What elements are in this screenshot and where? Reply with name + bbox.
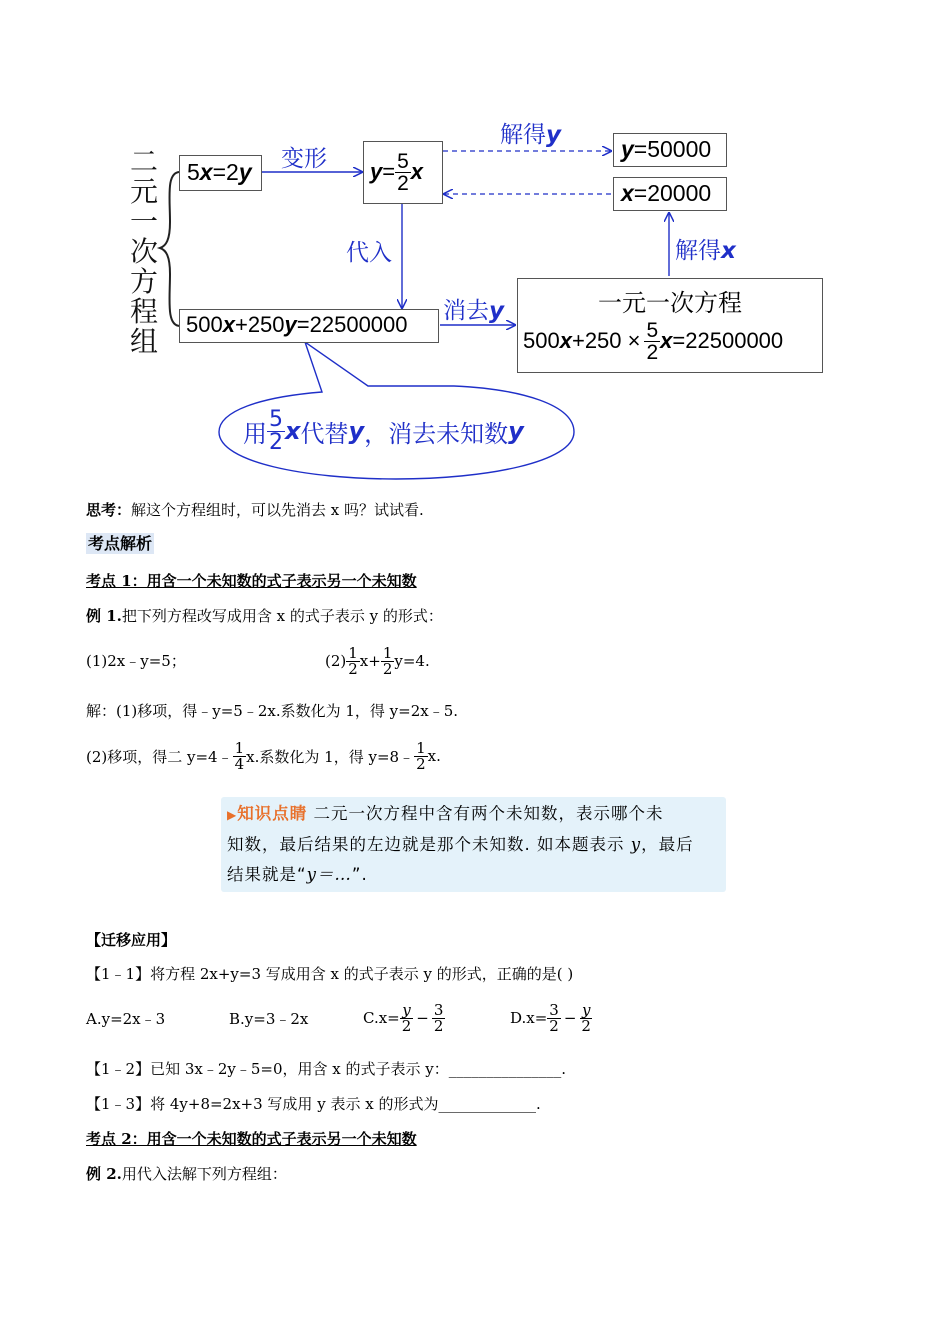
- numerator: 1: [416, 738, 426, 757]
- y-expr-var: x: [410, 159, 424, 184]
- x-result-value: =20000: [633, 180, 712, 206]
- denominator: 4: [234, 754, 245, 773]
- y-result-box: [613, 133, 727, 167]
- numerator: y: [581, 1000, 591, 1019]
- eq1-coef: 5: [187, 159, 200, 185]
- tip-text: 知数，最后结果的左边就是那个未知数. 如本题表示: [227, 835, 625, 854]
- x-result-box: [613, 177, 727, 211]
- think-text: 解这个方程组时，可以先消去 x 吗？试试看.: [131, 501, 424, 519]
- numerator: 1: [348, 643, 358, 662]
- linear-part: +250 ×: [571, 328, 641, 353]
- numerator: 5: [397, 149, 409, 173]
- example-2-label: 例 2.: [86, 1165, 122, 1183]
- solution-2-part: x.系数化为 1，得 y=8﹣: [246, 747, 415, 766]
- denominator: 2: [433, 1016, 444, 1035]
- solve-x-label: [675, 232, 736, 265]
- linear-part: 500: [523, 328, 560, 353]
- option-c[interactable]: [363, 998, 445, 1038]
- linear-var-x: x: [559, 328, 572, 353]
- fraction: [432, 1000, 446, 1035]
- denominator: 2: [416, 754, 426, 773]
- x-result-var: x: [621, 180, 634, 206]
- eliminate-text: 消去: [443, 298, 489, 324]
- denominator: 2: [382, 659, 393, 678]
- minus-sign: −: [563, 1009, 577, 1027]
- substitute-label: 代入: [346, 240, 392, 266]
- minus-sign: −: [416, 1009, 429, 1027]
- y-expr-lhs: y: [370, 159, 383, 184]
- tip-text: 二元一次方程中含有两个未知数，表示哪个未: [313, 804, 664, 823]
- callout-var-y: y: [348, 417, 365, 445]
- think-line: [86, 499, 424, 521]
- option-c-part: C.x=: [363, 1009, 400, 1027]
- solve-x-var: x: [721, 238, 736, 264]
- option-d[interactable]: [510, 998, 593, 1038]
- equation-box-2: [179, 309, 439, 343]
- question-1-3: 【1﹣3】将 4y+8=2x+3 写成用 y 表示 x 的形式为_____________.: [86, 1095, 541, 1113]
- tip-var: y: [630, 835, 642, 854]
- example-1-label: 例 1.: [86, 607, 122, 625]
- fraction: [381, 643, 395, 678]
- y-result-var: y: [621, 136, 634, 162]
- eq1-var-y: y: [238, 159, 252, 185]
- y-expr-eq: =: [382, 159, 396, 184]
- fraction: [644, 320, 660, 363]
- example-1-text: 把下列方程改写成用含 x 的式子表示 y 的形式：: [121, 607, 443, 625]
- numerator: 5: [646, 318, 659, 342]
- fraction: [267, 406, 285, 455]
- equation-box-1: [179, 155, 262, 191]
- system-label-char: 一: [130, 205, 159, 238]
- numerator: 1: [234, 738, 245, 757]
- question-1-1: 【1﹣1】将方程 2x+y=3 写成用含 x 的式子表示 y 的形式，正确的是( ): [86, 965, 574, 983]
- eq2-part: 500: [186, 312, 223, 337]
- callout-part: ，消去未知数: [364, 419, 509, 448]
- solution-2-part: (2)移项，得二 y=4﹣: [86, 747, 233, 766]
- linear-title: 一元一次方程: [598, 289, 742, 317]
- example-2: [86, 1163, 287, 1185]
- linear-part: =22500000: [672, 328, 784, 353]
- denominator: 2: [581, 1016, 591, 1035]
- item-2-part: x+: [359, 652, 381, 670]
- denominator: 2: [646, 340, 659, 364]
- fraction: [395, 151, 411, 194]
- numerator: y: [402, 1000, 411, 1019]
- option-a[interactable]: A.y=2x﹣3: [86, 1010, 166, 1028]
- transfer-title-text: 【迁移应用】: [86, 931, 177, 949]
- eq1-mid: =2: [212, 159, 239, 185]
- system-label-char: 程: [130, 295, 159, 328]
- transfer-title: [86, 929, 176, 951]
- solution-2: [86, 736, 441, 776]
- eq2-var-x: x: [222, 312, 235, 337]
- system-brace: [160, 172, 180, 326]
- system-label-char: 元: [130, 175, 159, 208]
- example-1-item-2: [325, 641, 430, 681]
- transform-label: 变形: [281, 146, 327, 172]
- tip-text: 结果就是“: [227, 865, 307, 884]
- eq2-part: =22500000: [296, 312, 408, 337]
- point-2-text: 考点 2：用含一个未知数的式子表示另一个未知数: [86, 1130, 417, 1148]
- solve-y-var: y: [546, 122, 561, 148]
- system-label-char: 方: [130, 265, 159, 298]
- solve-y-text: 解得: [500, 122, 546, 148]
- numerator: 3: [433, 1000, 444, 1019]
- option-d-part: D.x=: [510, 1009, 548, 1027]
- numerator: 1: [382, 643, 393, 662]
- y-expression-box: [363, 141, 443, 204]
- section-title-text: 考点解析: [88, 534, 153, 553]
- solve-y-label: [500, 116, 561, 149]
- think-label: 思考：: [86, 501, 132, 519]
- system-label-char: 二: [130, 145, 159, 178]
- tip-box: [221, 797, 726, 892]
- section-title: [86, 533, 154, 555]
- fraction: [579, 1000, 593, 1035]
- fraction: [233, 738, 247, 773]
- denominator: 2: [549, 1016, 559, 1035]
- denominator: 2: [397, 171, 409, 195]
- item-2-part: (2): [325, 652, 347, 670]
- numerator: 5: [269, 406, 283, 432]
- triangle-icon: ▶: [227, 808, 238, 822]
- solve-x-text: 解得: [675, 238, 721, 264]
- example-2-text: 用代入法解下列方程组：: [121, 1165, 287, 1183]
- eq1-var-x: x: [199, 159, 213, 185]
- fraction: [547, 1000, 561, 1035]
- point-2-heading: [86, 1128, 417, 1150]
- fraction: [414, 738, 428, 773]
- callout-part: 代替: [300, 419, 349, 448]
- tip-expr: y＝…: [306, 865, 352, 884]
- tip-text: ，最后: [641, 835, 694, 854]
- linear-var-x: x: [660, 328, 673, 353]
- callout-text: [243, 405, 524, 457]
- system-label-char: 组: [130, 325, 159, 358]
- item-2-part: y=4.: [394, 652, 430, 670]
- tip-text: ”.: [351, 865, 368, 884]
- callout-part: 用: [243, 419, 267, 448]
- denominator: 2: [269, 429, 283, 455]
- example-1: [86, 605, 443, 627]
- question-1-2: 【1﹣2】已知 3x﹣2y﹣5=0，用含 x 的式子表示 y：_______________.: [86, 1060, 567, 1078]
- solution-1: 解：(1)移项，得﹣y=5﹣2x.系数化为 1，得 y=2x﹣5.: [86, 702, 459, 720]
- callout-var-y: y: [508, 417, 524, 445]
- system-label-char: 次: [130, 235, 159, 268]
- eq2-var-y: y: [284, 312, 297, 337]
- linear-equation-box: [517, 278, 823, 373]
- fraction: [346, 643, 360, 678]
- tip-label: 知识点睛: [237, 804, 308, 823]
- option-b[interactable]: B.y=3﹣2x: [229, 1010, 309, 1028]
- callout-var-x: x: [285, 417, 301, 445]
- solution-2-part: x.: [427, 747, 441, 765]
- denominator: 2: [401, 1016, 412, 1035]
- point-1-text: 考点 1：用含一个未知数的式子表示另一个未知数: [86, 572, 417, 590]
- denominator: 2: [348, 659, 358, 678]
- fraction: [400, 1000, 414, 1035]
- example-1-item-1: (1)2x﹣y=5；: [86, 652, 186, 670]
- point-1-heading: [86, 570, 417, 592]
- y-result-value: =50000: [633, 136, 712, 162]
- eq2-part: +250: [234, 312, 285, 337]
- eliminate-label: [443, 292, 504, 325]
- eliminate-var: y: [489, 298, 504, 324]
- numerator: 3: [549, 1000, 559, 1019]
